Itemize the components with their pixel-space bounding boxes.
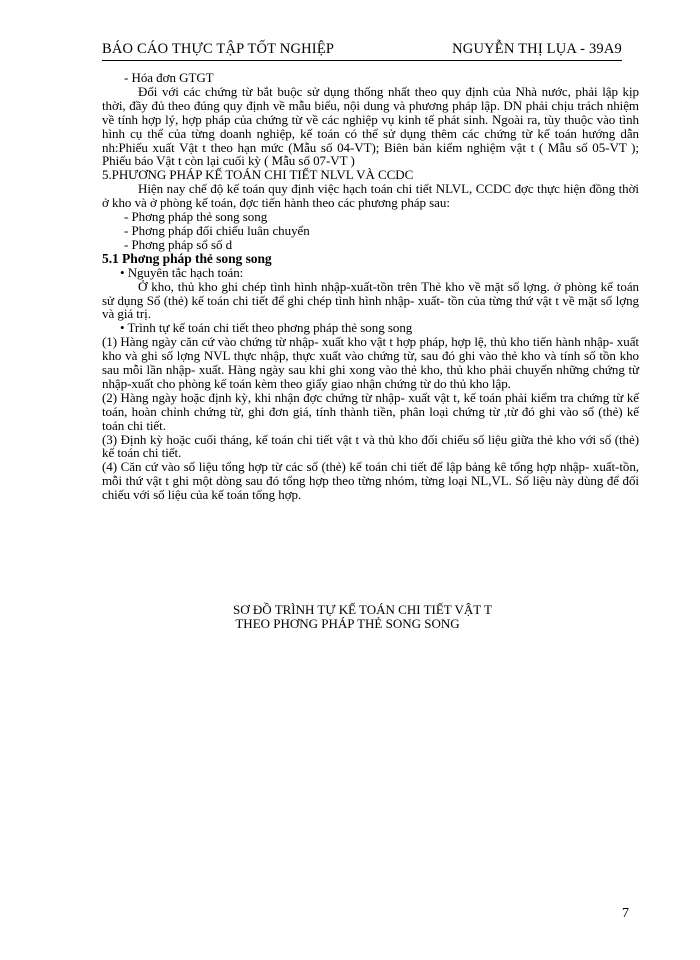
header-report-title: BÁO CÁO THỰC TẬP TỐT NGHIỆP [102,41,335,57]
procedure-step: (2) Hàng ngày hoặc định kỳ, khi nhận đợc chứng từ nhập- xuất vật t, kế toán phải kiểm tra chứng từ kế toán, hoàn chỉnh chứng từ, ghi đơn giá, tính thành tiền, phân loại chứng từ ,từ đó ghi vào sổ (thẻ) kế toán chi tiết. [102,389,639,433]
bullet-principle: • Nguyên tắc hạch toán: [120,264,244,280]
document-body [102,71,639,502]
section-heading-5: 5.PHƯƠNG PHÁP KẾ TOÁN CHI TIẾT NLVL VÀ CCDC [102,167,414,183]
diagram-title [102,603,639,631]
method-item: - Phơng pháp đối chiếu luân chuyển [124,222,310,238]
diagram-title-line2: THEO PHƠNG PHÁP THẺ SONG SONG [235,616,460,631]
section-heading-5-1: 5.1 Phơng pháp thẻ song song [102,250,272,266]
page-header [102,40,622,61]
header-author: NGUYỄN THỊ LỤA - 39A9 [452,41,622,57]
procedure-step: (1) Hàng ngày căn cứ vào chứng từ nhập- xuất kho vật t hợp pháp, hợp lệ, thủ kho tiến hành nhập- xuất kho và ghi số lợng NVL thực nhập, thực xuất vào chứng từ, sau đó ghi vào thẻ kho và tính số tồn kho sau mỗi lần nhập- xuất. Hàng ngày sau khi ghi xong vào thẻ kho, thủ kho phải chuyển những chứng từ nhập-xuất cho phòng kế toán kèm theo giấy giao nhận chứng từ do thủ kho lập. [102,334,639,391]
procedure-step: (4) Căn cứ vào số liệu tổng hợp từ các sổ (thẻ) kế toán chi tiết để lập bảng kê tổng hợp nhập- xuất-tồn, mỗi thứ vật t ghi một dòng sau đó tổng hợp theo từng nhóm, từng loại NL,VL. Số liệu này dùng để đối chiếu với số liệu của kế toán tổng hợp. [102,459,639,503]
invoice-line: - Hóa đơn GTGT [124,70,214,85]
paragraph-methods: Hiện nay chế độ kế toán quy định việc hạch toán chi tiết NLVL, CCDC đợc thực hiện đồng thời ở kho và ở phòng kế toán, đợc tiến hành theo các phương pháp sau: [102,181,639,211]
diagram-title-line1: SƠ ĐỒ TRÌNH TỰ KẾ TOÁN CHI TIẾT VẬT T [233,602,492,617]
method-item: - Phơng pháp sổ số d [124,236,233,252]
paragraph-documents: Đối với các chứng từ bắt buộc sử dụng thống nhất theo quy định của Nhà nước, phải lập kịp thời, đầy đủ theo đúng quy định về mẫu biểu, nội dung và phương pháp lập. DN phải chịu trách nhiệm về tính hợp lý, hợp pháp của chứng từ về các nghiệp vụ kinh tế phát sinh. Ngoài ra, tùy thuộc vào tình hình cụ thể của từng doanh nghiệp, kế toán có thể sử dụng thêm các chứng từ kế toán hướng dẫn nh:Phiếu xuất Vật t theo hạn mức (Mẫu số 04-VT); Biên bản kiểm nghiệm vật t ( Mẫu số 05-VT ); Phiếu báo Vật t còn lại cuối kỳ ( Mẫu số 07-VT ) [102,83,639,169]
procedure-step: (3) Định kỳ hoặc cuối tháng, kế toán chi tiết vật t và thủ kho đối chiếu số liệu giữa thẻ kho với sổ (thẻ) kế toán chi tiết. [102,431,639,461]
method-item: - Phơng pháp thẻ song song [124,209,268,225]
page-number: 7 [622,906,629,921]
bullet-procedure: • Trình tự kế toán chi tiết theo phơng pháp thẻ song song [120,320,413,336]
paragraph-principle: Ở kho, thủ kho ghi chép tình hình nhập-xuất-tồn trên Thẻ kho về mặt số lợng. ở phòng kế toán sử dụng Sổ (thẻ) kế toán chi tiết để ghi chép tình hình nhập- xuất- tồn của từng thứ vật t về mặt số lợng và giá trị. [102,278,639,322]
